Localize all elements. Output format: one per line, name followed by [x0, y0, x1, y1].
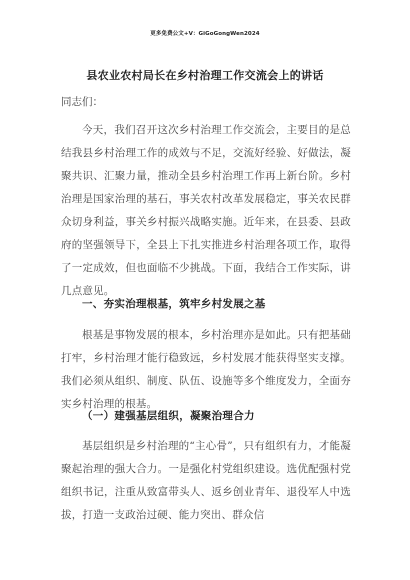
salutation: 同志们： [61, 96, 103, 108]
section-heading-1: 一、夯实治理根基，筑牢乡村发展之基 [82, 298, 266, 310]
document-title: 县农业农村局长在乡村治理工作交流会上的讲话 [86, 69, 324, 82]
watermark-text: 更多免费公文+V：GiGoGongWen2024 [150, 31, 260, 37]
subsection-1-paragraph: 基层组织是乡村治理的“主心骨”，只有组织有力，才能凝聚起治理的强大合力。一是强化村党组织建设。选优配强村党组织书记，注重从致富带头人、返乡创业青年、退役军人中选拔，打造一支政治过硬、能力突出、群众信 [61, 440, 351, 521]
section-1-paragraph: 根基是事物发展的根本，乡村治理亦是如此。只有把基础打牢，乡村治理才能行稳致远，乡村发展才能获得坚实支撑。我们必须从组织、制度、队伍、设施等多个维度发力，全面夯实乡村治理的根基。 [61, 329, 351, 410]
subsection-heading-1: （一）建强基层组织，凝聚治理合力 [82, 410, 255, 422]
intro-paragraph: 今天，我们召开这次乡村治理工作交流会，主要目的是总结我县乡村治理工作的成效与不足，交流好经验、好做法，凝聚共识、汇聚力量，推动全县乡村治理工作再上新台阶。乡村治理是国家治理的基石，事关农村改革发展稳定，事关农民群众切身利益，事关乡村振兴战略实施。近年来，在县委、县政府的坚强领导下，全县上下扎实推进乡村治理各项工作，取得了一定成效，但也面临不少挑战。下面，我结合工作实际，讲几点意见。 [61, 124, 351, 297]
